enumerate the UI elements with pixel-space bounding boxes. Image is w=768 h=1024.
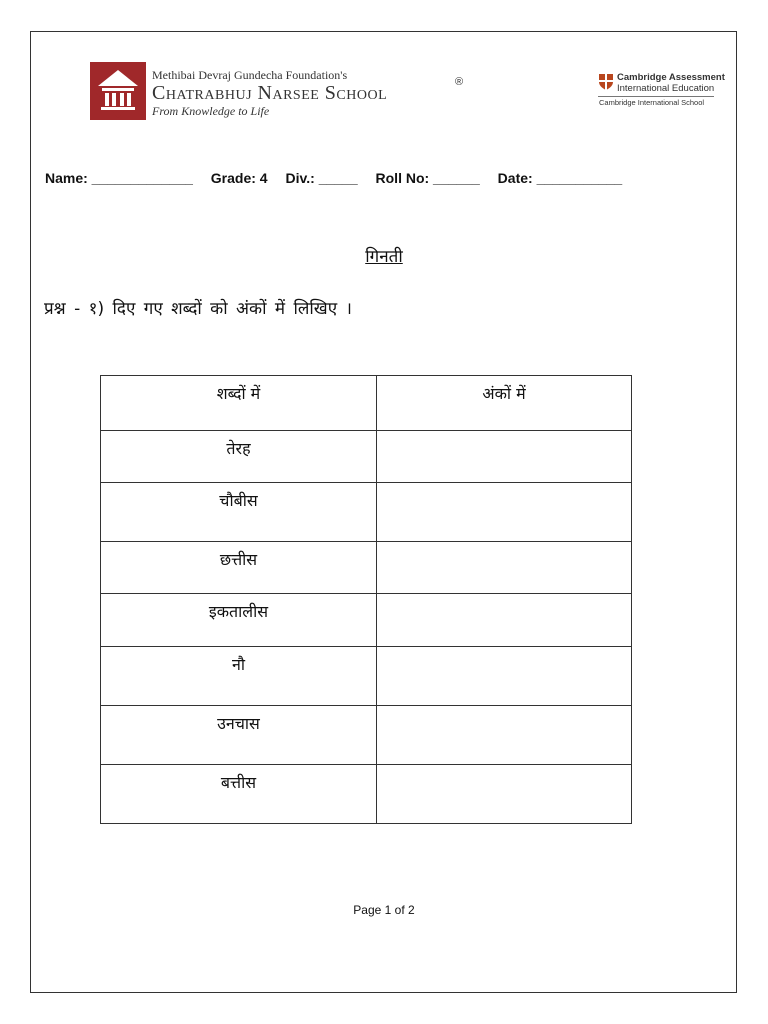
- grade-field: Grade: 4: [210, 170, 268, 186]
- answer-cell[interactable]: [377, 647, 632, 706]
- word-cell: बत्तीस: [101, 765, 377, 824]
- table-row: [101, 647, 632, 706]
- answer-cell[interactable]: [377, 542, 632, 594]
- word-cell: नौ: [101, 647, 377, 706]
- question-text: प्रश्न - १) दिए गए शब्दों को अंकों में लिखिए ।: [44, 299, 352, 319]
- page-number: Page 1 of 2: [353, 903, 415, 917]
- cambridge-divider: [598, 96, 714, 97]
- word-cell: इकतालीस: [101, 594, 377, 647]
- registered-mark: ®: [455, 76, 464, 88]
- answer-table: [100, 375, 632, 824]
- answer-cell[interactable]: [377, 431, 632, 483]
- div-field: Div.: _____: [285, 170, 358, 186]
- school-foundation: Methibai Devraj Gundecha Foundation's: [152, 68, 348, 82]
- school-tagline: From Knowledge to Life: [152, 104, 270, 118]
- student-info-line: [45, 170, 636, 186]
- word-cell: छत्तीस: [101, 542, 377, 594]
- cambridge-shield-icon: [598, 73, 614, 91]
- table-row: [101, 542, 632, 594]
- answer-cell[interactable]: [377, 483, 632, 542]
- table-row: [101, 706, 632, 765]
- table-row: [101, 594, 632, 647]
- roll-field: Roll No: ______: [375, 170, 480, 186]
- table-row: [101, 431, 632, 483]
- answer-cell[interactable]: [377, 765, 632, 824]
- date-field: Date: ___________: [497, 170, 623, 186]
- word-cell: चौबीस: [101, 483, 377, 542]
- word-cell: तेरह: [101, 431, 377, 483]
- answer-cell[interactable]: [377, 706, 632, 765]
- header-digits: अंकों में: [377, 376, 632, 431]
- table-header-row: [101, 376, 632, 431]
- cambridge-line1: Cambridge Assessment: [617, 72, 725, 83]
- header-words: शब्दों में: [101, 376, 377, 431]
- word-cell: उनचास: [101, 706, 377, 765]
- answer-cell[interactable]: [377, 594, 632, 647]
- school-branding: [152, 68, 482, 118]
- table-row: [101, 765, 632, 824]
- worksheet-title: गिनती: [365, 247, 403, 267]
- cambridge-line2: International Education: [617, 83, 715, 94]
- cambridge-branding: [617, 72, 727, 94]
- cambridge-line3: Cambridge International School: [599, 98, 705, 107]
- school-name: Chatrabhuj Narsee School: [152, 82, 388, 104]
- name-field: Name: _____________: [45, 170, 193, 186]
- table-row: [101, 483, 632, 542]
- school-logo-icon: [88, 60, 148, 122]
